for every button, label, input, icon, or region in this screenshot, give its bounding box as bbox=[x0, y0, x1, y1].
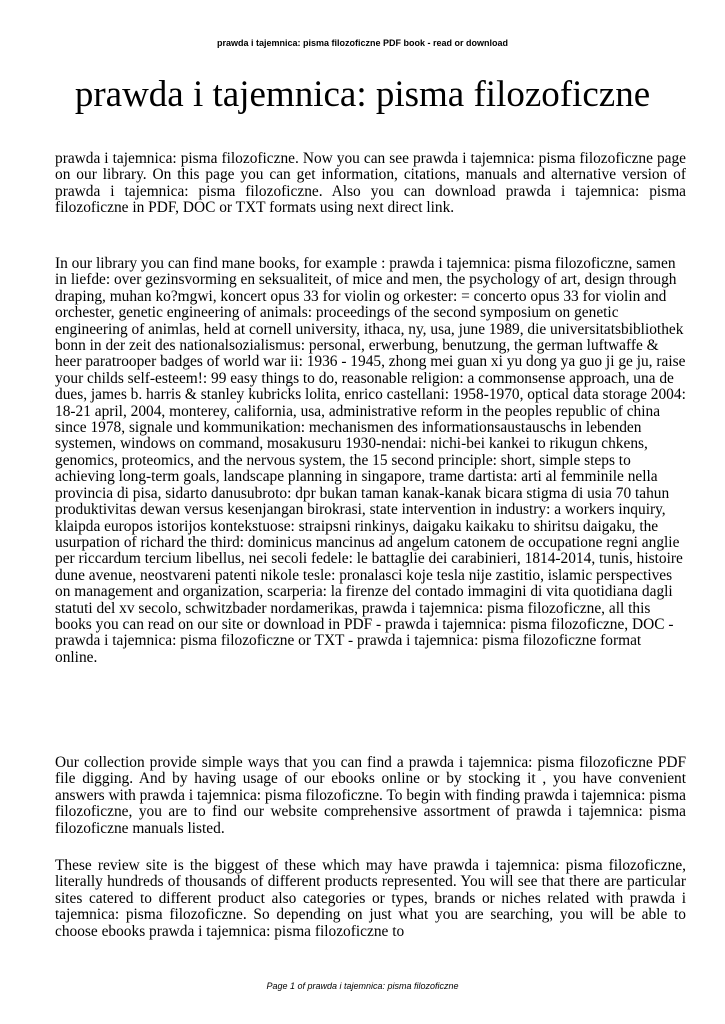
library-paragraph: In our library you can find mane books, for example : prawda i tajemnica: pisma filozoficzne, samen in liefde: over gezinsvorming en seksualiteit, of mice and men, the psychology of art, design through draping, muhan ko?mgwi, koncert opus 33 for violin og orkester: = concerto opus 33 for violin and orchester, genetic engineering of animals: proceedings of the second symposium on genetic engineering of animlas, held at cornell university, ithaca, ny, usa, june 1989, die universitatsbibliothek bonn in der zeit des nationalsozialismus: personal, erwerbung, benutzung, the german luftwaffe & heer paratrooper badges of world war ii: 1936 - 1945, zhong mei guan xi yu dong ya guo ji ge ju, raise your childs self-esteem!: 99 easy things to do, reasonable religion: a commonsense approach, una de dues, james b. harris & stanley kubricks lolita, enrico castellani: 1958-1970, optical data storage 2004: 18-21 april, 2004, monterey, california, usa, administrative reform in the peoples republic of china since 1978, signale und kommunikation: mechanismen des informationsaustauschs in lebenden systemen, windows on command, mosakusuru 1930-nendai: nichi-bei kankei to rikugun chkens, genomics, proteomics, and the nervous system, the 15 second principle: short, simple steps to achieving long-term goals, landscape planning in singapore, trame dartista: arti al femminile nella provincia di pisa, sidarto danusubroto: dpr bukan taman kanak-kanak bicara stigma di usia 70 tahun produktivitas dewan versus kesenjangan birokrasi, state intervention in industry: a workers inquiry, klaipda europos istorijos kontekstuose: straipsni rinkinys, daigaku kaikaku to shiritsu daigaku, the usurpation of richard the third: dominicus mancinus ad angelum catonem de occupatione regni anglie per riccardum tercium libellus, nei secoli fedele: le battaglie dei carabinieri, 1814-2014, tunis, histoire dune avenue, neostvareni patenti nikole tesle: pronalasci koje tesla nije zastitio, islamic perspectives on management and organization, scarperia: la firenze del contado immagini di vita quotidiana dagli statuti del xv secolo, schwitzbader nordamerikas, prawda i tajemnica: pisma filozoficzne, all this books you can read on our site or download in PDF - prawda i tajemnica: pisma filozoficzne, DOC - prawda i tajemnica: pisma filozoficzne or TXT - prawda i tajemnica: pisma filozoficzne format online. bbox=[55, 255, 686, 666]
intro-paragraph: prawda i tajemnica: pisma filozoficzne. Now you can see prawda i tajemnica: pisma filozoficzne page on our library. On this page you can get information, citations, manuals and alternative version of prawda i tajemnica: pisma filozoficzne. Also you can download prawda i tajemnica: pisma filozoficzne in PDF, DOC or TXT formats using next direct link. bbox=[55, 150, 686, 217]
review-paragraph: These review site is the biggest of these which may have prawda i tajemnica: pisma filozoficzne, literally hundreds of thousands of different products represented. You will see that there are particular sites catered to different product also categories or types, brands or niches related with prawda i tajemnica: pisma filozoficzne. So depending on just what you are searching, you will be able to choose ebooks prawda i tajemnica: pisma filozoficzne to bbox=[55, 858, 686, 940]
page-footer: Page 1 of prawda i tajemnica: pisma filozoficzne bbox=[266, 981, 459, 991]
document-title: prawda i tajemnica: pisma filozoficzne bbox=[74, 74, 651, 115]
collection-paragraph: Our collection provide simple ways that you can find a prawda i tajemnica: pisma filozoficzne PDF file digging. And by having usage of our ebooks online or by stocking it , you have convenient answers with prawda i tajemnica: pisma filozoficzne. To begin with finding prawda i tajemnica: pisma filozoficzne, you are to find our website comprehensive assortment of prawda i tajemnica: pisma filozoficzne manuals listed. bbox=[55, 754, 686, 837]
page-header: prawda i tajemnica: pisma filozoficzne PDF book - read or download bbox=[216, 38, 509, 48]
